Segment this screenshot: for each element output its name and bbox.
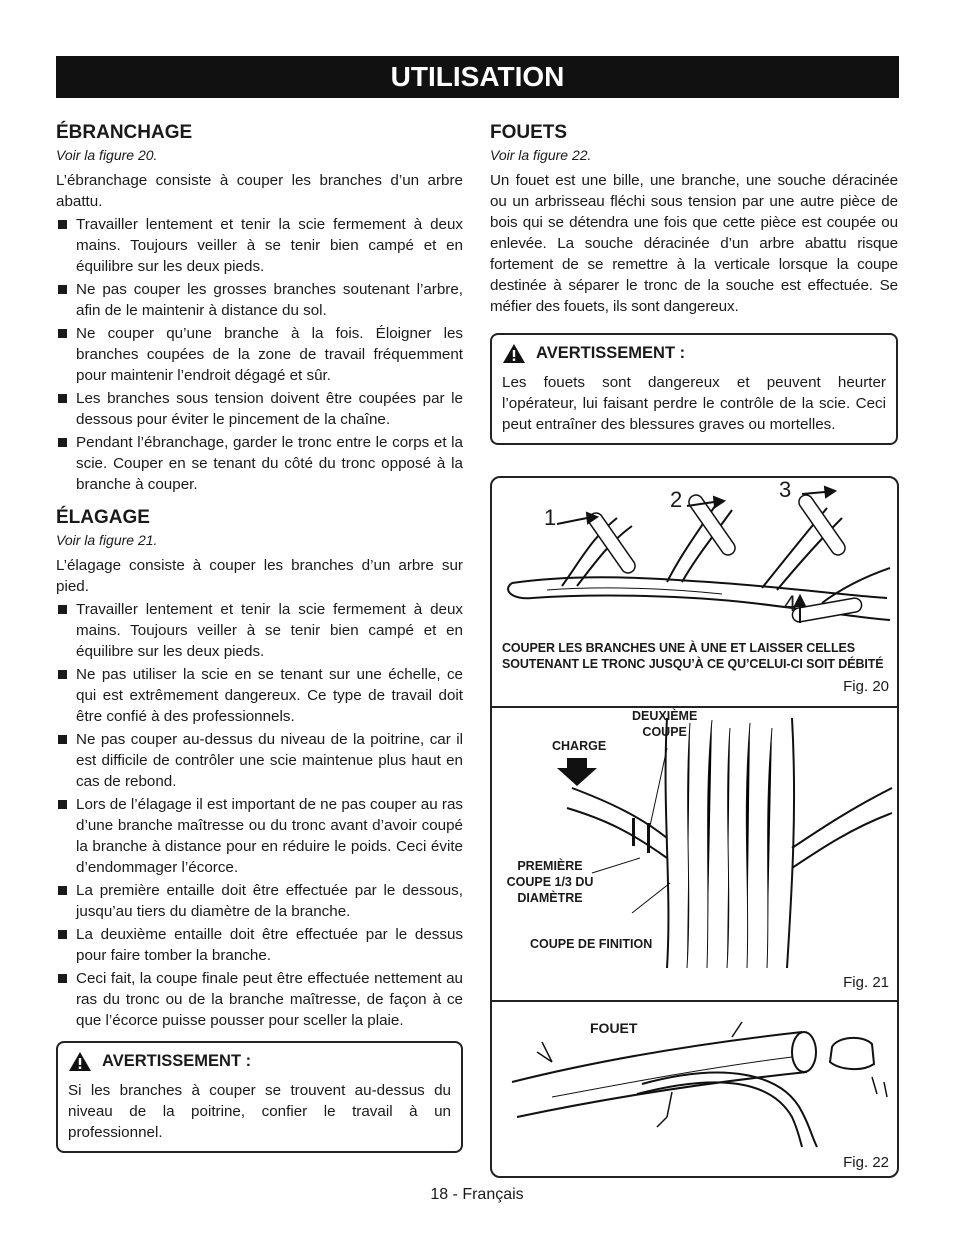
charge-label: CHARGE	[552, 739, 607, 753]
fouets-title: FOUETS	[490, 122, 568, 143]
premiere-line1: PREMIÈRE	[517, 859, 583, 873]
warning-text: Si les branches à couper se trouvent au-dessus du niveau de la poitrine, confier le travail à un professionnel.	[68, 1082, 451, 1141]
elagage-list	[56, 599, 463, 1031]
ebranchage-title: ÉBRANCHAGE	[56, 122, 193, 143]
figure-20	[492, 478, 897, 706]
fouets-text: Un fouet est une bille, une branche, une souche déracinée ou un arbrisseau fléchi sous tension par une autre pièce de bois qui se détendra une fois que cette pièce est coupée ou enlevée. La souche déracinée d’un arbre abattu risque fortement de se remettre à la verticale lorsque la coupe destinée à séparer le tronc de la souche est effectuée. Se méfier des fouets, ils sont dangereux.	[490, 172, 898, 315]
list-item: Ne couper qu’une branche à la fois. Éloigner les branches coupées de la zone de travail fréquemment pour maintenir l’endroit dégagé et sûr.	[56, 323, 463, 386]
ebranchage-figure-ref: Voir la figure 20.	[56, 147, 158, 163]
delimbing-illustration	[492, 478, 897, 638]
deuxieme-line1: DEUXIÈME	[632, 709, 698, 723]
list-item: La première entaille doit être effectuée par le dessous, jusqu’au tiers du diamètre de la branche.	[56, 880, 463, 922]
ebranchage-list	[56, 214, 463, 495]
step-number-1: 1	[544, 505, 557, 530]
elagage-intro: L’élagage consiste à couper les branches d’un arbre sur pied.	[56, 557, 463, 595]
warning-triangle-icon	[68, 1051, 92, 1072]
warning-triangle-icon	[502, 343, 526, 364]
list-item: Les branches sous tension doivent être coupées par le dessous pour éviter le pincement de la chaîne.	[56, 388, 463, 430]
step-number-3: 3	[779, 477, 792, 502]
premiere-line3: DIAMÈTRE	[517, 891, 583, 905]
spring-pole-illustration	[492, 1002, 897, 1152]
list-item: La deuxième entaille doit être effectuée par le dessus pour faire tomber la branche.	[56, 924, 463, 966]
step-number-4: 4	[784, 591, 797, 616]
deuxieme-line2: COUPE	[642, 725, 687, 739]
warning-text: Les fouets sont dangereux et peuvent heurter l’opérateur, lui faisant perdre le contrôle de la scie. Ceci peut entraîner des blessures graves ou mortelles.	[502, 374, 886, 433]
list-item: Lors de l’élagage il est important de ne pas couper au ras d’une branche maîtresse ou du tronc avant d’avoir coupé la branche à distance pour en réduire le poids. Ceci évite d’endommager l’écorce.	[56, 794, 463, 878]
fouet-label: FOUET	[590, 1020, 638, 1036]
figure-22	[492, 1002, 897, 1176]
fig20-label: Fig. 20	[843, 678, 889, 695]
deuxieme-coupe-label	[632, 708, 697, 740]
right-column	[490, 120, 898, 445]
list-item: Ne pas couper les grosses branches soutenant l’arbre, afin de le maintenir à distance du sol.	[56, 279, 463, 321]
list-item: Ceci fait, la coupe finale peut être effectuée nettement au ras du tronc ou de la branche maîtresse, de façon à ce que l’écorce puisse pousser pour sceller la plaie.	[56, 968, 463, 1031]
warning-title	[68, 1051, 451, 1072]
elagage-title: ÉLAGAGE	[56, 507, 150, 528]
fig22-label: Fig. 22	[843, 1154, 889, 1171]
list-item: Travailler lentement et tenir la scie fermement à deux mains. Toujours veiller à se tenir bien campé et en équilibre sur les deux pieds.	[56, 599, 463, 662]
premiere-coupe-label	[500, 858, 600, 906]
warning-box-right	[490, 333, 898, 445]
list-item: Pendant l’ébranchage, garder le tronc entre le corps et la scie. Couper en se tenant du côté du tronc opposé à la branche à couper.	[56, 432, 463, 495]
ebranchage-intro: L’ébranchage consiste à couper les branches d’un arbre abattu.	[56, 172, 463, 210]
warning-title-text: AVERTISSEMENT :	[536, 344, 686, 362]
fouets-figure-ref: Voir la figure 22.	[490, 147, 592, 163]
warning-title	[502, 343, 886, 364]
figure-21	[492, 708, 897, 1000]
fig20-caption	[502, 640, 887, 672]
elagage-figure-ref: Voir la figure 21.	[56, 532, 158, 548]
left-column	[56, 120, 463, 1153]
warning-box-left	[56, 1041, 463, 1153]
section-banner: UTILISATION	[56, 56, 899, 98]
fig21-label: Fig. 21	[843, 974, 889, 991]
warning-title-text: AVERTISSEMENT :	[102, 1052, 252, 1070]
list-item: Ne pas couper au-dessus du niveau de la poitrine, car il est difficile de contrôler une scie maintenue plus haut en cas de rebond.	[56, 729, 463, 792]
list-item: Travailler lentement et tenir la scie fermement à deux mains. Toujours veiller à se tenir bien campé et en équilibre sur les deux pieds.	[56, 214, 463, 277]
fig20-caption-line2: SOUTENANT LE TRONC JUSQU’À CE QU’CELUI-CI SOIT DÉBITÉ	[502, 657, 884, 671]
fig20-caption-line1: COUPER LES BRANCHES UNE À UNE ET LAISSER CELLES	[502, 641, 855, 655]
figures-box	[490, 476, 899, 1178]
page-footer: 18 - Français	[430, 1186, 524, 1203]
premiere-line2: COUPE 1/3 DU	[506, 875, 594, 889]
coupe-finition-label: COUPE DE FINITION	[530, 937, 653, 951]
list-item: Ne pas utiliser la scie en se tenant sur une échelle, ce qui est extrêmement dangereux. Ce type de travail doit être confié à des professionnels.	[56, 664, 463, 727]
step-number-2: 2	[670, 487, 683, 512]
